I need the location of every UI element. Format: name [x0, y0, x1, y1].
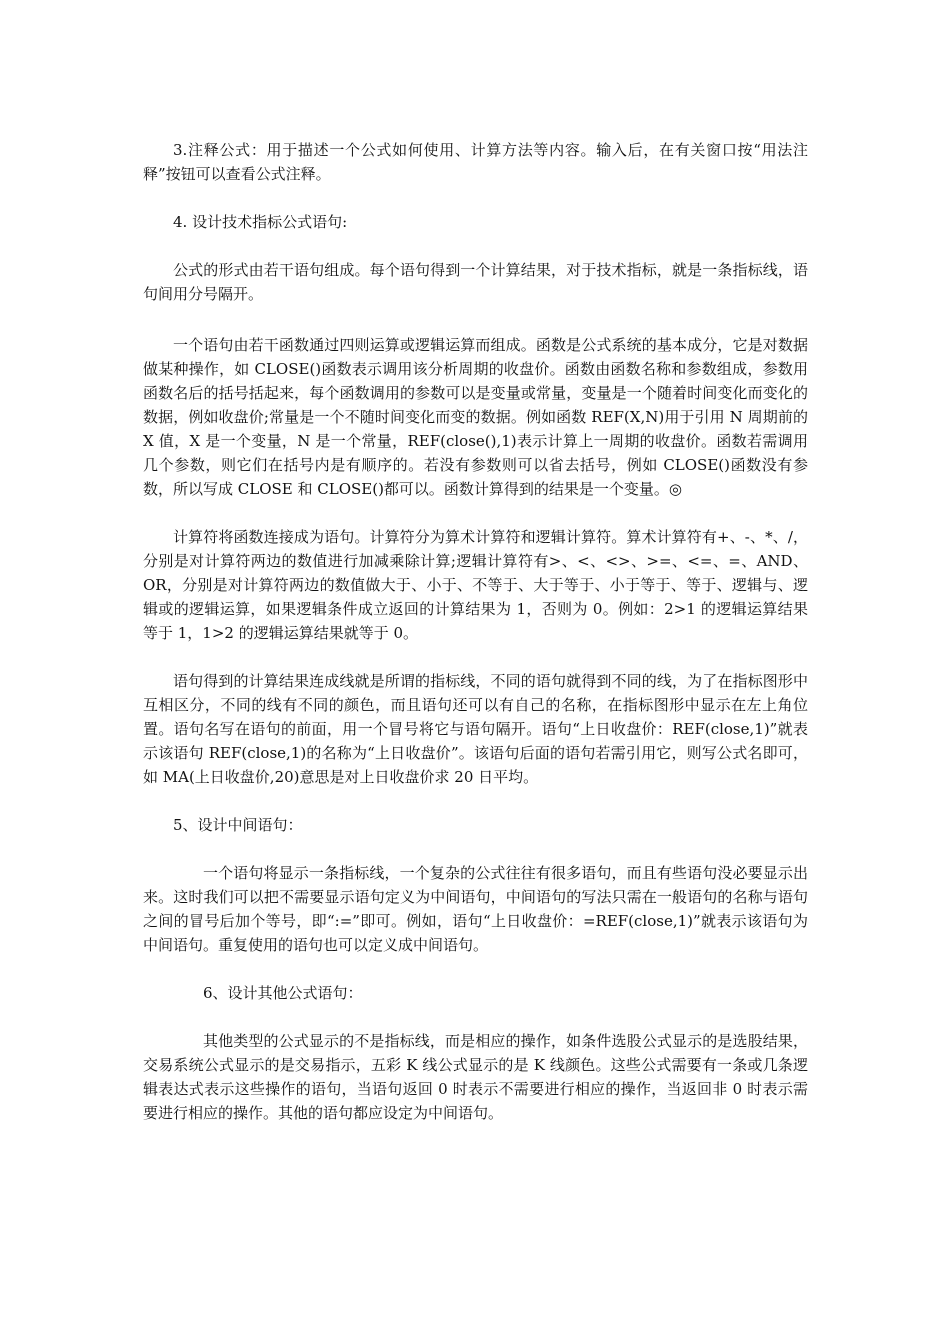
paragraph-functions: 一个语句由若干函数通过四则运算或逻辑运算而组成。函数是公式系统的基本成分，它是对数据做某种操作，如 CLOSE()函数表示调用该分析周期的收盘价。函数由函数名称和参数组成，参数用函数名后的括号括起来，每个函数调用的参数可以是变量或常量，变量是一个随着时间变化而变化的数据，例如收盘价;常量是一个不随时间变化而变的数据。例如函数 REF(X,N)用于引用 N 周期前的 X 值，X 是一个变量，N 是一个常量，REF(close(),1)表示计算上一周期的收盘价。函数若需调用几个参数，则它们在括号内是有顺序的。若没有参数则可以省去括号，例如 CLOSE()函数没有参数，所以写成 CLOSE 和 CLOSE()都可以。函数计算得到的结果是一个变量。◎ — [143, 336, 808, 498]
document-body — [143, 138, 808, 1125]
heading-design-indicator-statements: 4. 设计技术指标公式语句: — [173, 213, 348, 231]
paragraph-operators: 计算符将函数连接成为语句。计算符分为算术计算符和逻辑计算符。算术计算符有+、-、*、/，分别是对计算符两边的数值进行加减乘除计算;逻辑计算符有>、<、<>、>=、<=、=、AND、OR，分别是对计算符两边的数值做大于、小于、不等于、大于等于、小于等于、等于、逻辑与、逻辑或的逻辑运算，如果逻辑条件成立返回的计算结果为 1，否则为 0。例如：2>1 的逻辑运算结果等于 1，1>2 的逻辑运算结果就等于 0。 — [143, 528, 808, 642]
paragraph-comment-formula: 3.注释公式：用于描述一个公式如何使用、计算方法等内容。输入后，在有关窗口按“用法注释”按钮可以查看公式注释。 — [143, 141, 808, 183]
paragraph-formula-form: 公式的形式由若干语句组成。每个语句得到一个计算结果，对于技术指标，就是一条指标线，语句间用分号隔开。 — [143, 261, 808, 303]
heading-other-statements: 6、设计其他公式语句： — [203, 984, 363, 1002]
heading-intermediate-statements: 5、设计中间语句： — [173, 816, 303, 834]
paragraph-intermediate-statements: 一个语句将显示一条指标线，一个复杂的公式往往有很多语句，而且有些语句没必要显示出来。这时我们可以把不需要显示语句定义为中间语句，中间语句的写法只需在一般语句的名称与语句之间的冒号后加个等号，即“:=”即可。例如，语句“上日收盘价：=REF(close,1)”就表示该语句为中间语句。重复使用的语句也可以定义成中间语句。 — [143, 864, 808, 954]
paragraph-indicator-lines: 语句得到的计算结果连成线就是所谓的指标线，不同的语句就得到不同的线，为了在指标图形中互相区分，不同的线有不同的颜色，而且语句还可以有自己的名称，在指标图形中显示在左上角位置。语句名写在语句的前面，用一个冒号将它与语句隔开。语句“上日收盘价：REF(close,1)”就表示该语句 REF(close,1)的名称为“上日收盘价”。该语句后面的语句若需引用它，则写公式名即可，如 MA(上日收盘价,20)意思是对上日收盘价求 20 日平均。 — [143, 672, 808, 786]
paragraph-other-statements: 其他类型的公式显示的不是指标线，而是相应的操作，如条件选股公式显示的是选股结果，交易系统公式显示的是交易指示，五彩 K 线公式显示的是 K 线颜色。这些公式需要有一条或几条逻辑表达式表示这些操作的语句，当语句返回 0 时表示不需要进行相应的操作，当返回非 0 时表示需要进行相应的操作。其他的语句都应设定为中间语句。 — [143, 1032, 808, 1122]
